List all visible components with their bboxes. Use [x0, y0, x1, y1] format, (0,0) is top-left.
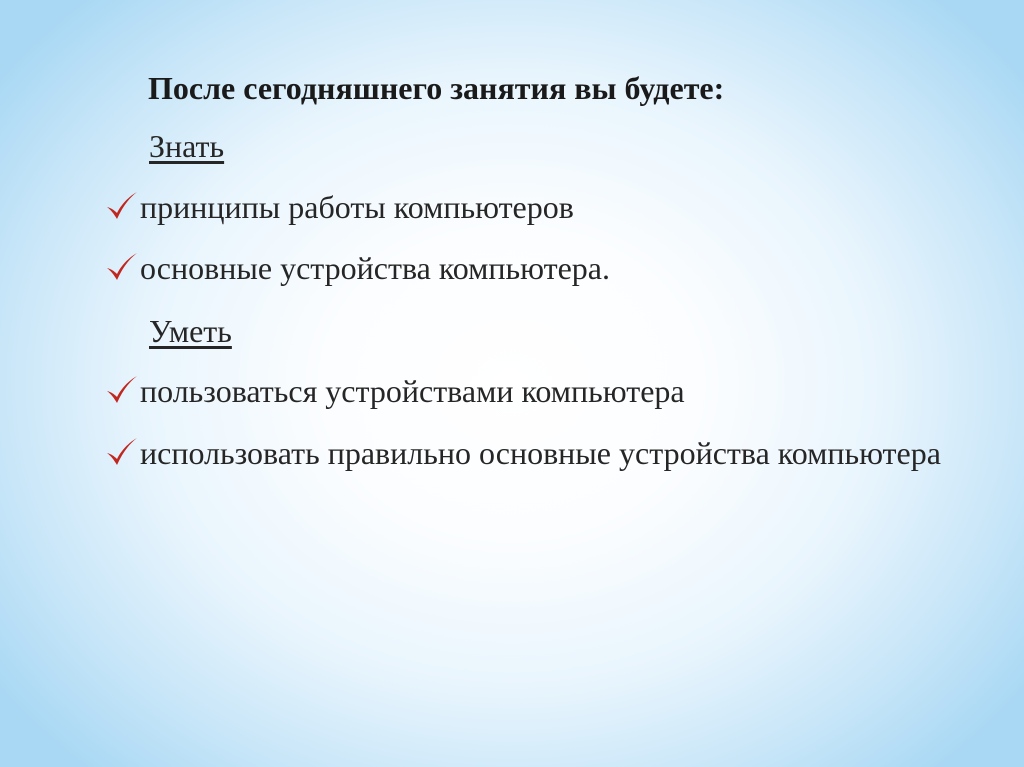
list-item	[104, 372, 976, 410]
slide-heading: После сегодняшнего занятия вы будете:	[148, 70, 725, 106]
list-item-text: основные устройства компьютера.	[140, 250, 610, 286]
list-item-text: пользоваться устройствами компьютера	[140, 373, 685, 409]
checkmark-icon	[104, 250, 140, 284]
list-item-text: использовать правильно основные устройства компьютера	[140, 435, 941, 471]
checkmark-icon	[104, 435, 140, 469]
list-item	[104, 434, 976, 472]
section-label-know: Знать	[149, 128, 225, 164]
list-item	[104, 188, 976, 226]
section-label-can: Уметь	[149, 313, 232, 349]
checkmark-icon	[104, 189, 140, 223]
list-item-text: принципы работы компьютеров	[140, 189, 574, 225]
list-item	[104, 249, 976, 287]
checkmark-icon	[104, 373, 140, 407]
